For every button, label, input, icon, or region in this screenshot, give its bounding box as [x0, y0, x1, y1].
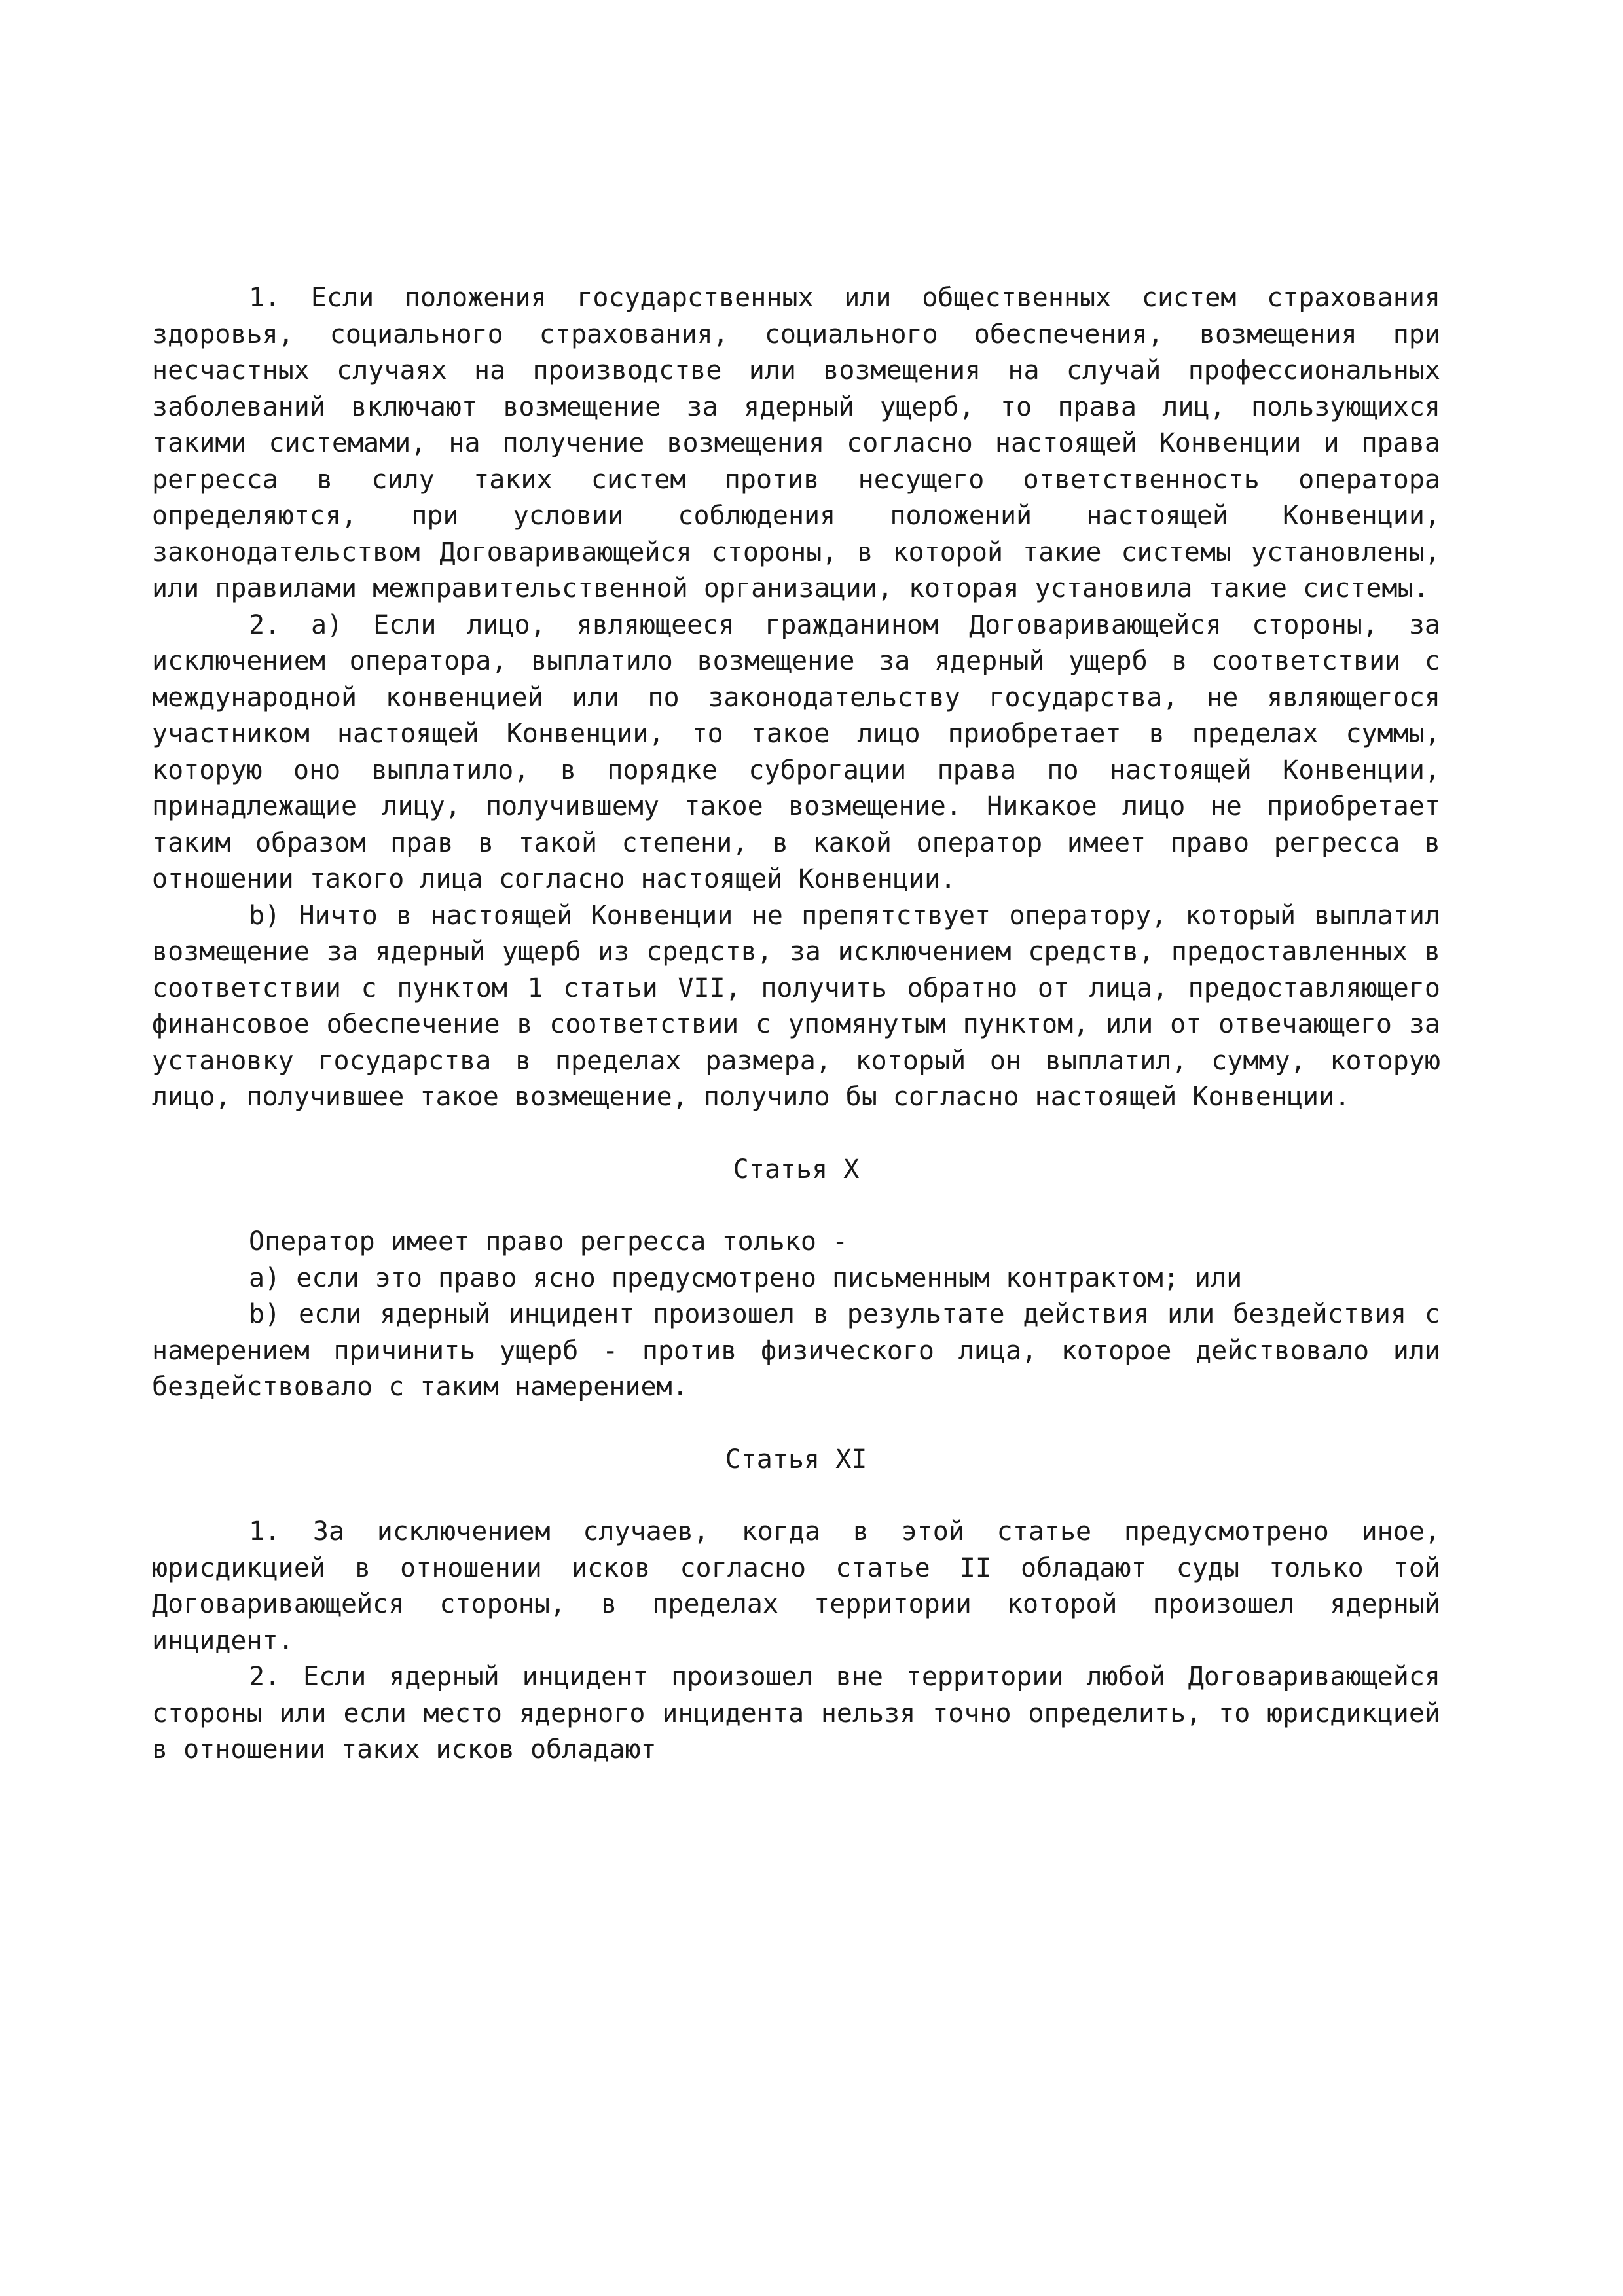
document-page	[152, 280, 1440, 1768]
paragraph-recovery-b: b) Ничто в настоящей Конвенции не препятствует оператору, который выплатил возмещение за ядерный ущерб из средств, за исключением средств, предоставленных в соответствии с пунктом 1 статьи VII, получить обратно от лица, предоставляющего финансовое обеспечение в соответствии с упомянутым пунктом, или от отвечающего за установку государства в пределах размера, который он выплатил, сумму, которую лицо, получившее такое возмещение, получило бы согласно настоящей Конвенции.	[152, 900, 1440, 1112]
paragraph-recourse-b: b) если ядерный инцидент произошел в результате действия или бездействия с намерением причинить ущерб - против физического лица, которое действовало или бездействовало с таким намерением.	[152, 1299, 1440, 1402]
paragraph-subrogation-a: 2. a) Если лицо, являющееся гражданином Договаривающейся стороны, за исключением оператора, выплатило возмещение за ядерный ущерб в соответствии с международной конвенцией или по законодательству государства, не являющегося участником настоящей Конвенции, то такое лицо приобретает в пределах суммы, которую оно выплатило, в порядке суброгации права по настоящей Конвенции, принадлежащие лицу, получившему такое возмещение. Никакое лицо не приобретает таким образом прав в такой степени, в какой оператор имеет право регресса в отношении такого лица согласно настоящей Конвенции.	[152, 609, 1440, 894]
paragraph-jurisdiction-1: 1. За исключением случаев, когда в этой статье предусмотрено иное, юрисдикцией в отношении исков согласно статье II обладают суды только той Договаривающейся стороны, в пределах территории которой произошел ядерный инцидент.	[152, 1516, 1440, 1656]
article-x-heading: Статья X	[733, 1154, 860, 1185]
paragraph-social-insurance: 1. Если положения государственных или общественных систем страхования здоровья, социального страхования, социального обеспечения, возмещения при несчастных случаях на производстве или возмещения на случай профессиональных заболеваний включают возмещение за ядерный ущерб, то права лиц, пользующихся такими системами, на получение возмещения согласно настоящей Конвенции и права регресса в силу таких систем против несущего ответственность оператора определяются, при условии соблюдения положений настоящей Конвенции, законодательством Договаривающейся стороны, в которой такие системы установлены, или правилами межправительственной организации, которая установила такие системы.	[152, 283, 1440, 603]
paragraph-jurisdiction-2: 2. Если ядерный инцидент произошел вне территории любой Договаривающейся стороны или если место ядерного инцидента нельзя точно определить, то юрисдикцией в отношении таких исков обладают	[152, 1662, 1440, 1765]
paragraph-recourse-a: a) если это право ясно предусмотрено письменным контрактом; или	[249, 1263, 1243, 1293]
paragraph-right-of-recourse: Оператор имеет право регресса только -	[249, 1227, 848, 1257]
article-xi-heading: Статья XI	[725, 1444, 867, 1475]
